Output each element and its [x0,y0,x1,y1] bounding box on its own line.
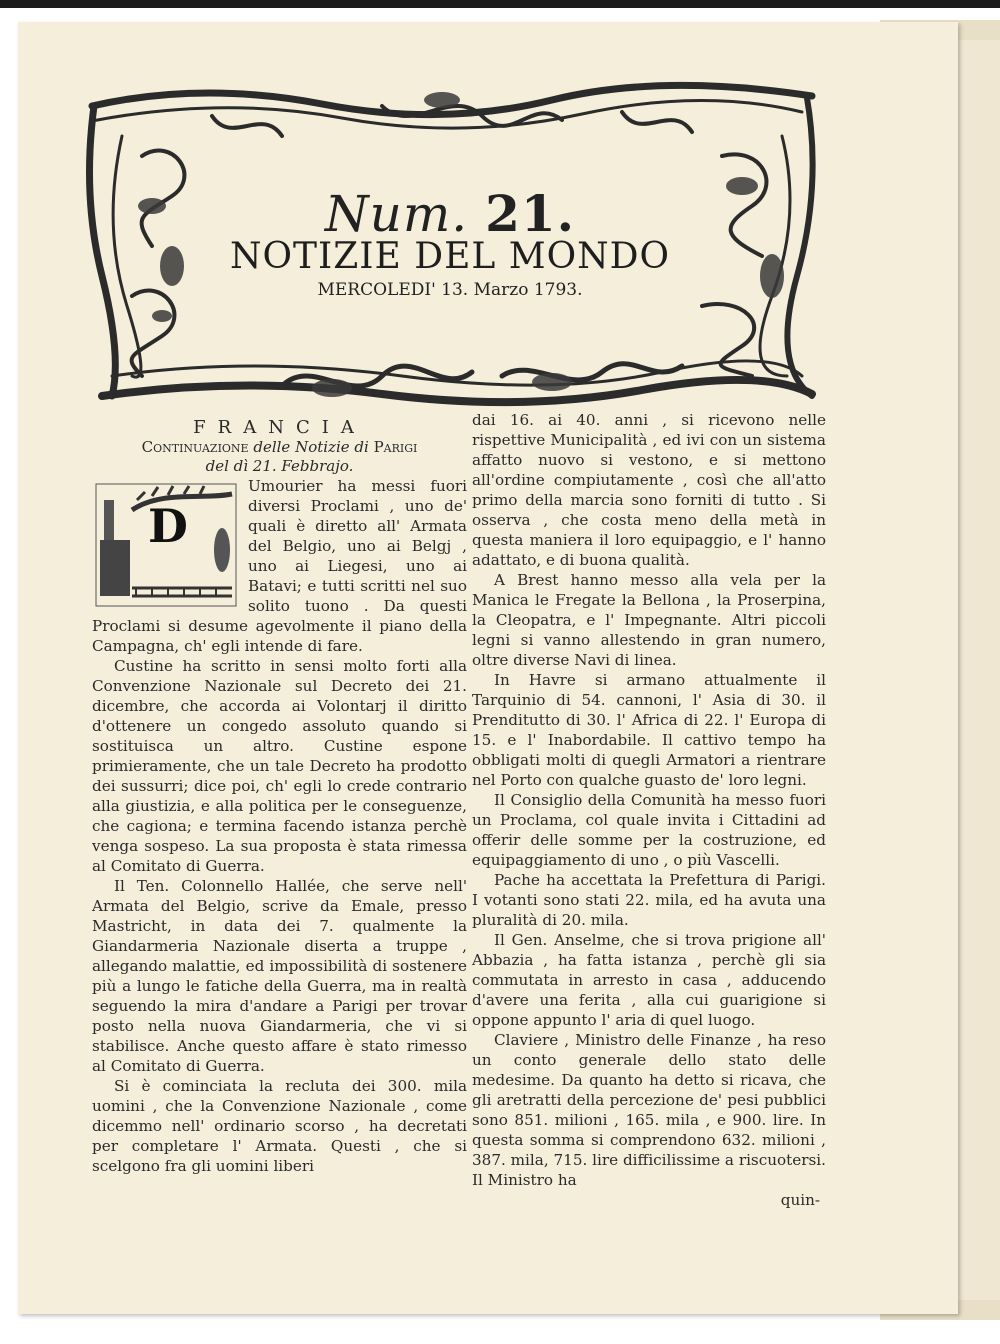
paragraph-havre: In Havre si armano attualmente il Tarquinio di 54. cannoni, l' Asia di 30. il Prenditutto di 30. l' Africa di 22. l' Europa di 15. e l' Inabordabile. Il cattivo tempo ha obbligati molti di quegli Armatori a rientrare nel Porto con qualche guasto de' loro legni. [472,671,826,789]
subtitle-delle-notizie: delle Notizie di [248,438,374,456]
catchword: quin- [780,1191,820,1209]
paragraph-consiglio: Il Consiglio della Comunità ha messo fuori un Proclama, col quale invita i Cittadini ad offerir delle somme per la costruzione, ed equipaggiamento di uno , o più Vascelli. [472,791,826,869]
dropcap-letter: D [148,499,188,553]
decorated-initial [92,480,240,610]
section-subtitle [92,438,467,476]
paragraph-brest: A Brest hanno messo alla vela per la Manica le Fregate la Bellona , la Proserpina, la Cleopatra, e l' Impegnante. Altri piccoli legni si vanno allestendo in gran numero, oltre diverse Navi di linea. [472,571,826,669]
paragraph-anselme: Il Gen. Anselme, che si trova prigione all' Abbazia , ha fatta istanza , perchè gli sia commutata in arresto in casa , adducendo d'avere una ferita , alla cui guarigione si oppone appunto l' aria di quel luogo. [472,931,826,1029]
left-column [92,418,467,1176]
paragraph-claviere: Claviere , Ministro delle Finanze , ha reso un conto generale dello stato delle medesime. Da quanto ha detto si ricava, che gli aretratti della percezione de' pesi pubblici sono 851. milioni , 165. mila , e 900. lire. In questa somma si comprendono 632. milioni , 387. mila, 715. lire difficilissime a riscuotersi. Il Ministro ha [472,1031,826,1189]
right-column [472,410,826,1210]
paragraph-hallee: Il Ten. Colonnello Hallée, che serve nell' Armata del Belgio, scrive da Emale, presso Mastricht, in data dei 7. qualmente la Giandarmeria Nazionale diserta a truppe , allegando malattie, ed impossibilità di sostenere più a lungo le fatiche della Guerra, ma in realtà seguendo la mira d'andare a Parigi per trovar posto nella nuova Giandarmeria, che vi si stabilisce. Anche questo affare è stato rimesso al Comitato di Guerra. [92,877,467,1075]
scan-top-edge [0,0,1000,8]
paragraph-recluta: Si è cominciata la recluta dei 300. mila uomini , che la Convenzione Nazionale , come dicemmo nell' ordinario scorso , ha decretati per completare l' Armata. Questi , che si scelgono fra gli uomini liberi [92,1077,467,1175]
section-country: FRANCIA [193,417,366,438]
issue-number [300,184,600,243]
issue-number-value: 21. [485,184,576,243]
paragraph-custine: Custine ha scritto in sensi molto forti alla Convenzione Nazionale sul Decreto dei 21. dicembre, che accorda ai Volontarj il diritto d'ottenere un congedo assoluto quando si sostituisca un altro. Custine espone primieramente, che un tale Decreto ha prodotto dei sussurri; dice poi, ch' egli lo crede contrario alla giustizia, e alla politica per le conseguenze, che cagiona; e termina facendo istanza perchè venga sospeso. La sua proposta è stata rimessa al Comitato di Guerra. [92,657,467,875]
paragraph-municipalita: dai 16. ai 40. anni , si ricevono nelle rispettive Municipalità , ed ivi con un sistema affatto nuovo si vestono, e si mettono all'ordine compiutamente , così che all'atto primo della marcia sono forniti di tutto . Si osserva , che costa meno della metà in questa maniera il loro equipaggio, e l' hanno adattato, e di buona qualità. [472,411,826,569]
issue-number-prefix: Num. [324,185,469,243]
paragraph-pache: Pache ha accettata la Prefettura di Parigi. I votanti sono stati 22. mila, ed ha avuta una pluralità di 20. mila. [472,871,826,929]
paragraph-dumourier: Umourier ha messi fuori diversi Proclami , uno de' quali è diretto all' Armata del Belgio, uno ai Belgj , uno ai Liegesi, uno ai Batavi; e tutti scritti nel suo solito tuono . Da questi Proclami si desume agevolmente il piano della Campagna, ch' egli intende di fare. [92,477,467,655]
opening-paragraph [92,476,467,656]
issue-date: MERCOLEDI' 13. Marzo 1793. [317,280,583,300]
newspaper-title: NOTIZIE DEL MONDO [230,236,670,277]
subtitle-continuazione: Continuazione [141,438,249,456]
subtitle-date: del dì 21. Febbrajo. [205,457,354,475]
subtitle-parigi: Parigi [373,438,418,456]
